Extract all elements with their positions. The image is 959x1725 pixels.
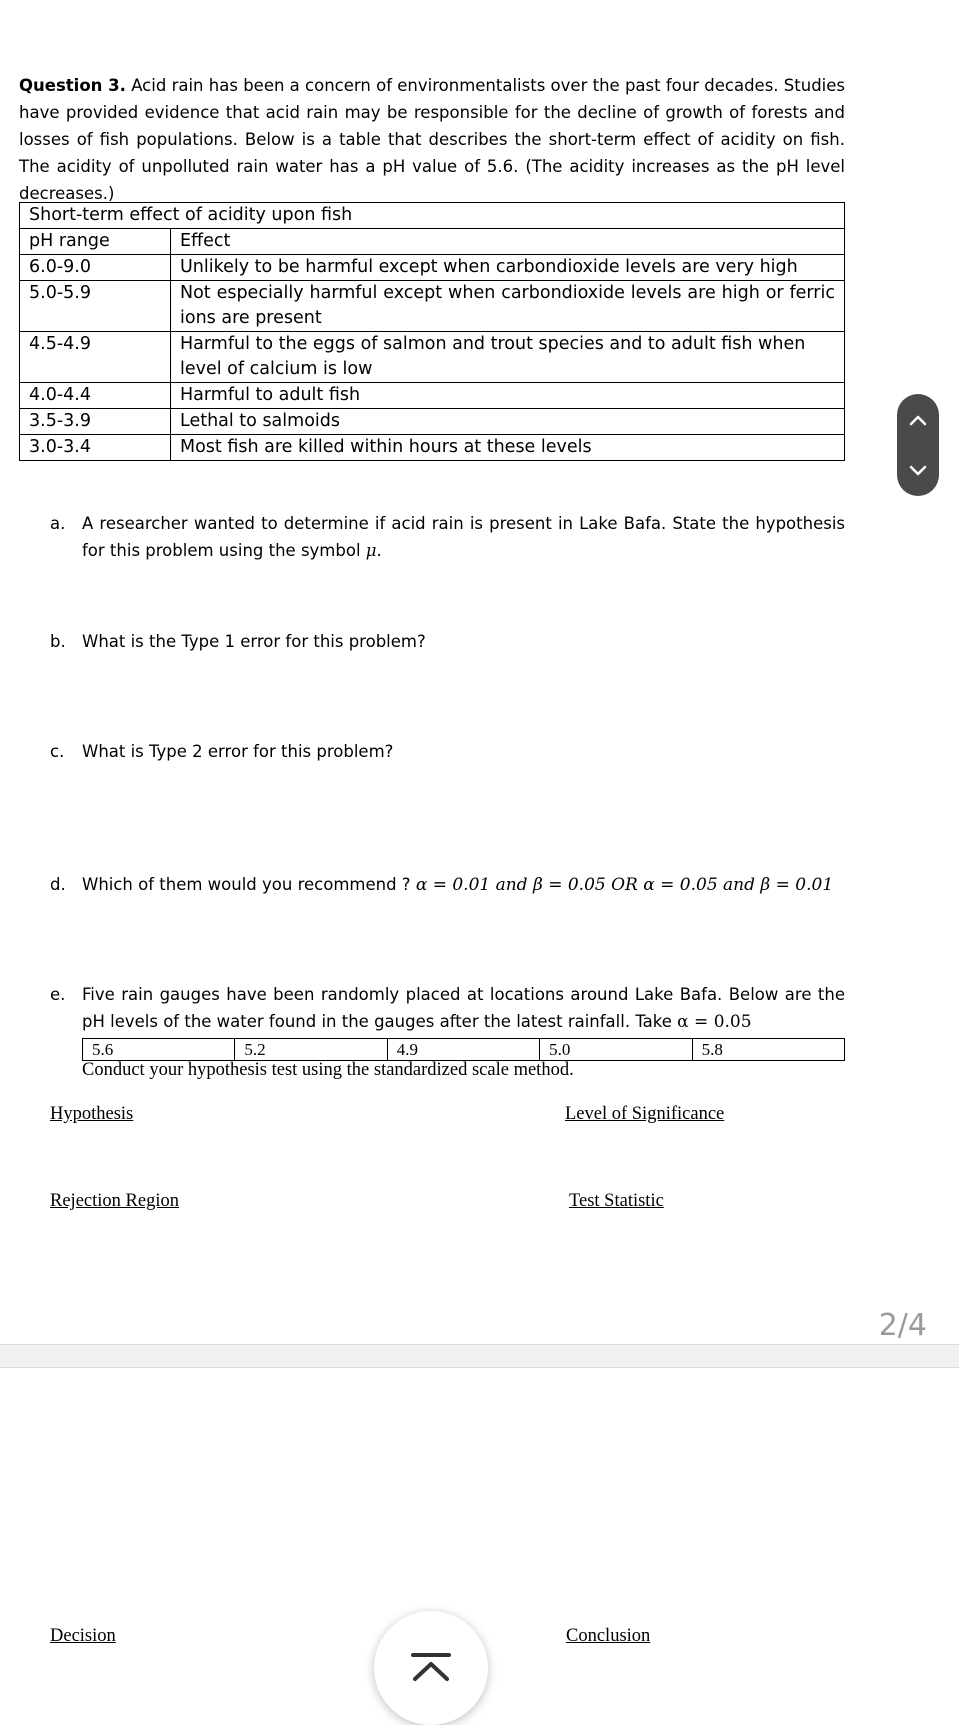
alpha-beta-formula: α = 0.01 and β = 0.05 OR α = 0.05 and β = 0.01 [415, 875, 834, 895]
ph-range-cell: 3.0-3.4 [20, 435, 171, 461]
item-text [82, 871, 845, 899]
gauge-value: 5.0 [540, 1039, 692, 1061]
question-item-b [50, 628, 845, 655]
effect-cell: Harmful to the eggs of salmon and trout species and to adult fish when level of calcium is low [171, 332, 845, 383]
effect-cell: Not especially harmful except when carbondioxide levels are high or ferric ions are present [171, 281, 845, 332]
item-text [82, 981, 845, 1036]
test-statistic-heading: Test Statistic [569, 1191, 664, 1211]
question-item-a [50, 510, 845, 564]
item-label: c. [50, 742, 65, 761]
hypothesis-heading: Hypothesis [50, 1104, 134, 1124]
item-e-text: Five rain gauges have been randomly placed at locations around Lake Bafa. Below are the pH levels of the water found in the gauges after the latest rainfall. Take [82, 985, 845, 1031]
page-separator [0, 1344, 959, 1368]
gauge-value: 5.6 [83, 1039, 235, 1061]
instruction-text: Conduct your hypothesis test using the standardized scale method. [82, 1060, 574, 1080]
item-label: a. [50, 514, 66, 533]
item-text: What is Type 2 error for this problem? [82, 742, 394, 761]
acidity-effect-table [19, 202, 845, 461]
question-item-c [50, 738, 845, 765]
ph-range-cell: 4.5-4.9 [20, 332, 171, 383]
scroll-to-top-icon [409, 1651, 453, 1685]
question-item-d [50, 871, 845, 899]
previous-page-button[interactable] [897, 394, 939, 445]
ph-range-cell: 4.0-4.4 [20, 383, 171, 409]
item-label: b. [50, 632, 66, 651]
question-text: Acid rain has been a concern of environmentalists over the past four decades. Studies have provided evidence that acid rain may be responsible for the decline of growth of forests and losses of fish populations. Below is a table that describes the short-term effect of acidity on fish. The acidity of unpolluted rain water has a pH value of 5.6. (The acidity increases as the pH level decreases.) [19, 76, 845, 203]
decision-heading: Decision [50, 1626, 116, 1646]
table-caption: Short-term effect of acidity upon fish [20, 203, 845, 229]
question-intro [19, 72, 845, 207]
effect-cell: Lethal to salmoids [171, 409, 845, 435]
item-text [82, 510, 845, 564]
gauge-readings-table [82, 1038, 845, 1061]
next-page-button[interactable] [897, 445, 939, 496]
page-navigation [897, 394, 939, 496]
mu-symbol: μ [365, 541, 377, 560]
table-row [20, 383, 845, 409]
effect-cell: Harmful to adult fish [171, 383, 845, 409]
ph-range-cell: 5.0-5.9 [20, 281, 171, 332]
table-row [20, 255, 845, 281]
item-d-text: Which of them would you recommend ? [82, 875, 411, 894]
rejection-region-heading: Rejection Region [50, 1191, 179, 1211]
table-row [20, 332, 845, 383]
item-label: d. [50, 875, 66, 894]
effect-cell: Most fish are killed within hours at these levels [171, 435, 845, 461]
conclusion-heading: Conclusion [566, 1626, 651, 1646]
table-row [20, 409, 845, 435]
column-header-effect: Effect [171, 229, 845, 255]
gauge-value: 5.8 [692, 1039, 844, 1061]
item-a-end: . [376, 541, 382, 560]
ph-range-cell: 6.0-9.0 [20, 255, 171, 281]
scroll-to-top-button[interactable] [374, 1611, 488, 1725]
page-indicator: 2/4 [878, 1308, 927, 1343]
gauge-value: 5.2 [235, 1039, 387, 1061]
item-label: e. [50, 985, 66, 1004]
level-of-significance-heading: Level of Significance [565, 1104, 725, 1124]
table-header-row [20, 229, 845, 255]
effect-cell: Unlikely to be harmful except when carbondioxide levels are very high [171, 255, 845, 281]
item-a-text: A researcher wanted to determine if acid rain is present in Lake Bafa. State the hypothesis for this problem using the symbol [82, 514, 845, 560]
item-text: What is the Type 1 error for this problem? [82, 632, 426, 651]
gauge-value: 4.9 [387, 1039, 539, 1061]
question-item-e [50, 981, 845, 1036]
table-row [83, 1039, 845, 1061]
alpha-formula: α = 0.05 [677, 1012, 752, 1032]
question-title: Question 3. [19, 76, 126, 95]
table-row [20, 281, 845, 332]
ph-range-cell: 3.5-3.9 [20, 409, 171, 435]
table-caption-row [20, 203, 845, 229]
chevron-up-icon [909, 414, 927, 426]
column-header-ph-range: pH range [20, 229, 171, 255]
chevron-down-icon [909, 465, 927, 477]
table-row [20, 435, 845, 461]
